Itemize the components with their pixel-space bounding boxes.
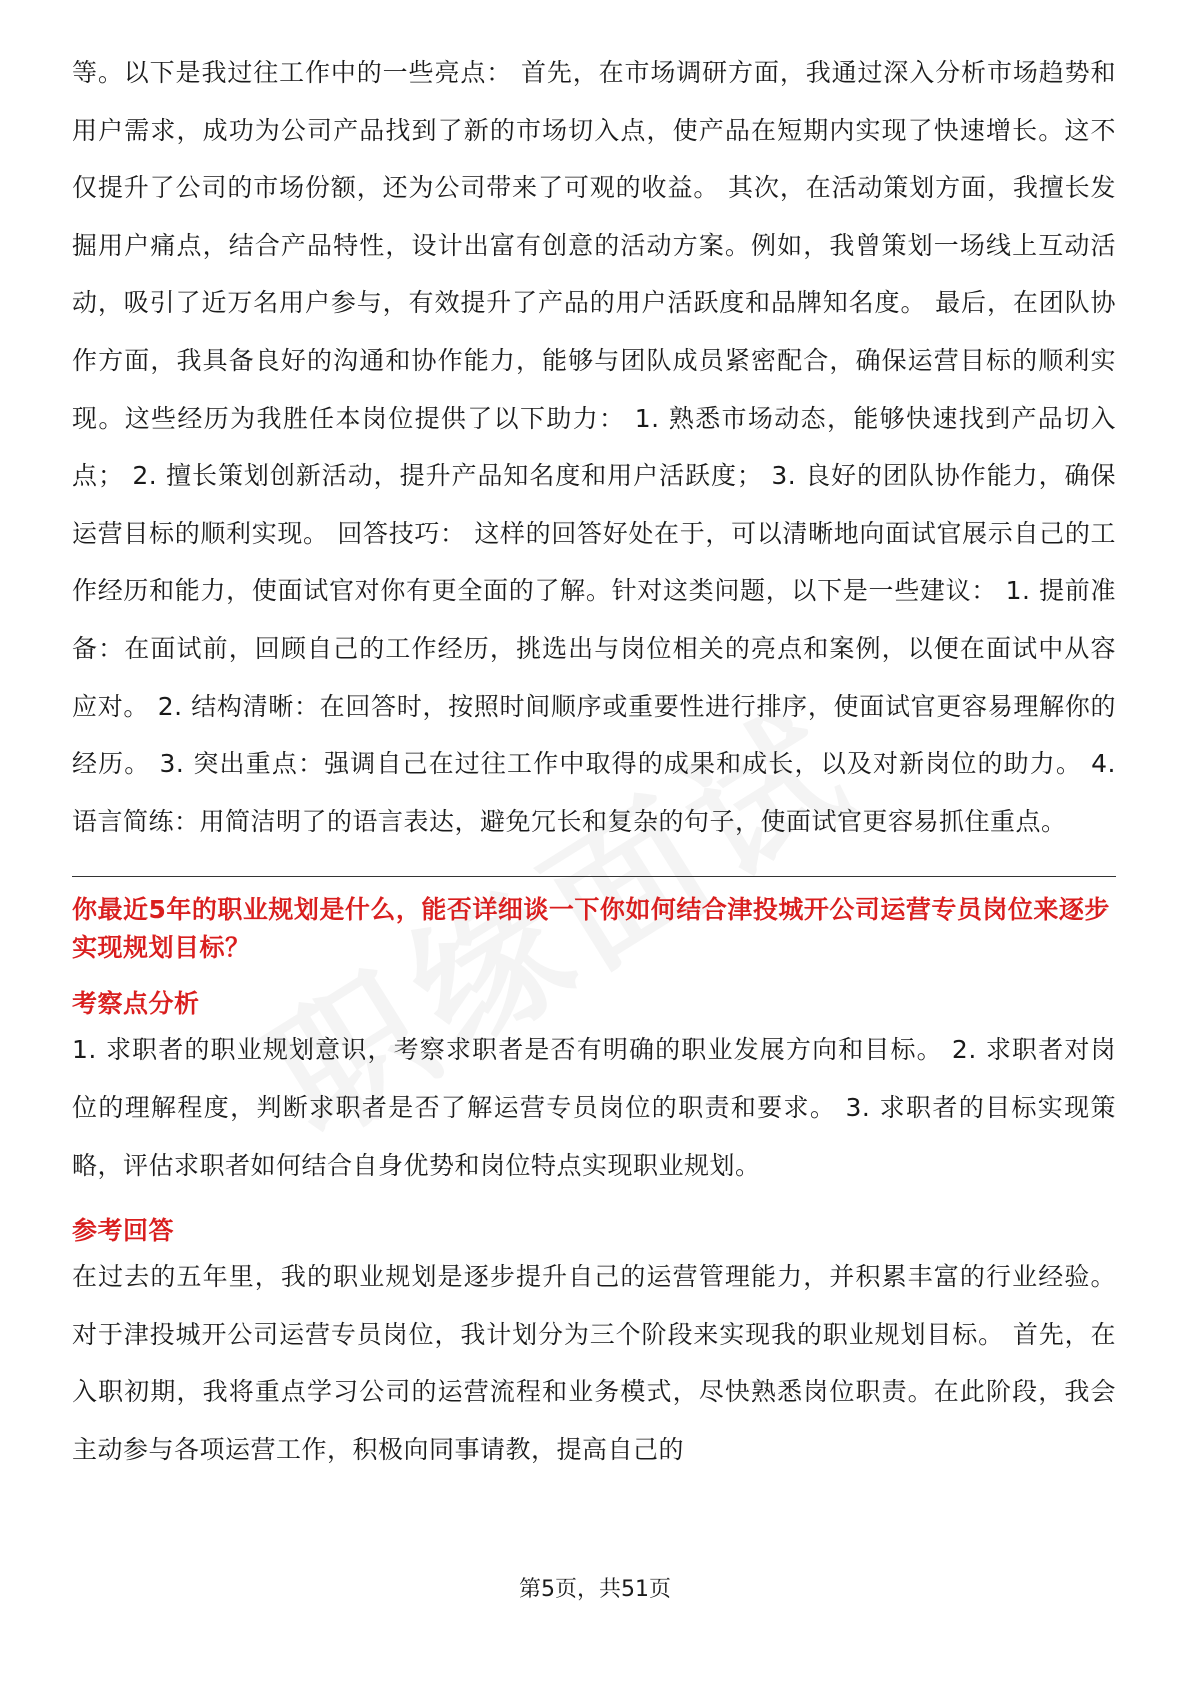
section-divider bbox=[72, 876, 1116, 877]
page-footer: 第5页，共51页 bbox=[519, 1577, 671, 1602]
answer-text: 在过去的五年里，我的职业规划是逐步提升自己的运营管理能力，并积累丰富的行业经验。对于津投城开公司运营专员岗位，我计划分为三个阶段来实现我的职业规划目标。 首先，在入职初期，我将重点学习公司的运营流程和业务模式，尽快熟悉岗位职责。在此阶段，我会主动参与各项运营工作，积极向同事请教，提高自己的 bbox=[72, 1262, 1116, 1464]
analysis-heading: 考察点分析 bbox=[72, 989, 200, 1019]
interview-question: 你最近5年的职业规划是什么，能否详细谈一下你如何结合津投城开公司运营专员岗位来逐步实现规划目标？ bbox=[72, 895, 1110, 963]
intro-paragraph: 等。以下是我过往工作中的一些亮点： 首先，在市场调研方面，我通过深入分析市场趋势和用户需求，成功为公司产品找到了新的市场切入点，使产品在短期内实现了快速增长。这不仅提升了公司的市场份额，还为公司带来了可观的收益。 其次，在活动策划方面，我擅长发掘用户痛点，结合产品特性，设计出富有创意的活动方案。例如，我曾策划一场线上互动活动，吸引了近万名用户参与，有效提升了产品的用户活跃度和品牌知名度。 最后，在团队协作方面，我具备良好的沟通和协作能力，能够与团队成员紧密配合，确保运营目标的顺利实现。这些经历为我胜任本岗位提供了以下助力： 1. 熟悉市场动态，能够快速找到产品切入点； 2. 擅长策划创新活动，提升产品知名度和用户活跃度； 3. 良好的团队协作能力，确保运营目标的顺利实现。 回答技巧： 这样的回答好处在于，可以清晰地向面试官展示自己的工作经历和能力，使面试官对你有更全面的了解。针对这类问题，以下是一些建议： 1. 提前准备：在面试前，回顾自己的工作经历，挑选出与岗位相关的亮点和案例，以便在面试中从容应对。 2. 结构清晰：在回答时，按照时间顺序或重要性进行排序，使面试官更容易理解你的经历。 3. 突出重点：强调自己在过往工作中取得的成果和成长，以及对新岗位的助力。 4. 语言简练：用简洁明了的语言表达，避免冗长和复杂的句子，使面试官更容易抓住重点。 bbox=[72, 58, 1116, 836]
answer-heading: 参考回答 bbox=[72, 1216, 175, 1246]
analysis-text: 1. 求职者的职业规划意识，考察求职者是否有明确的职业发展方向和目标。 2. 求职者对岗位的理解程度，判断求职者是否了解运营专员岗位的职责和要求。 3. 求职者的目标实现策略，评估求职者如何结合自身优势和岗位特点实现职业规划。 bbox=[72, 1035, 1116, 1180]
document-page bbox=[72, 44, 1116, 1478]
